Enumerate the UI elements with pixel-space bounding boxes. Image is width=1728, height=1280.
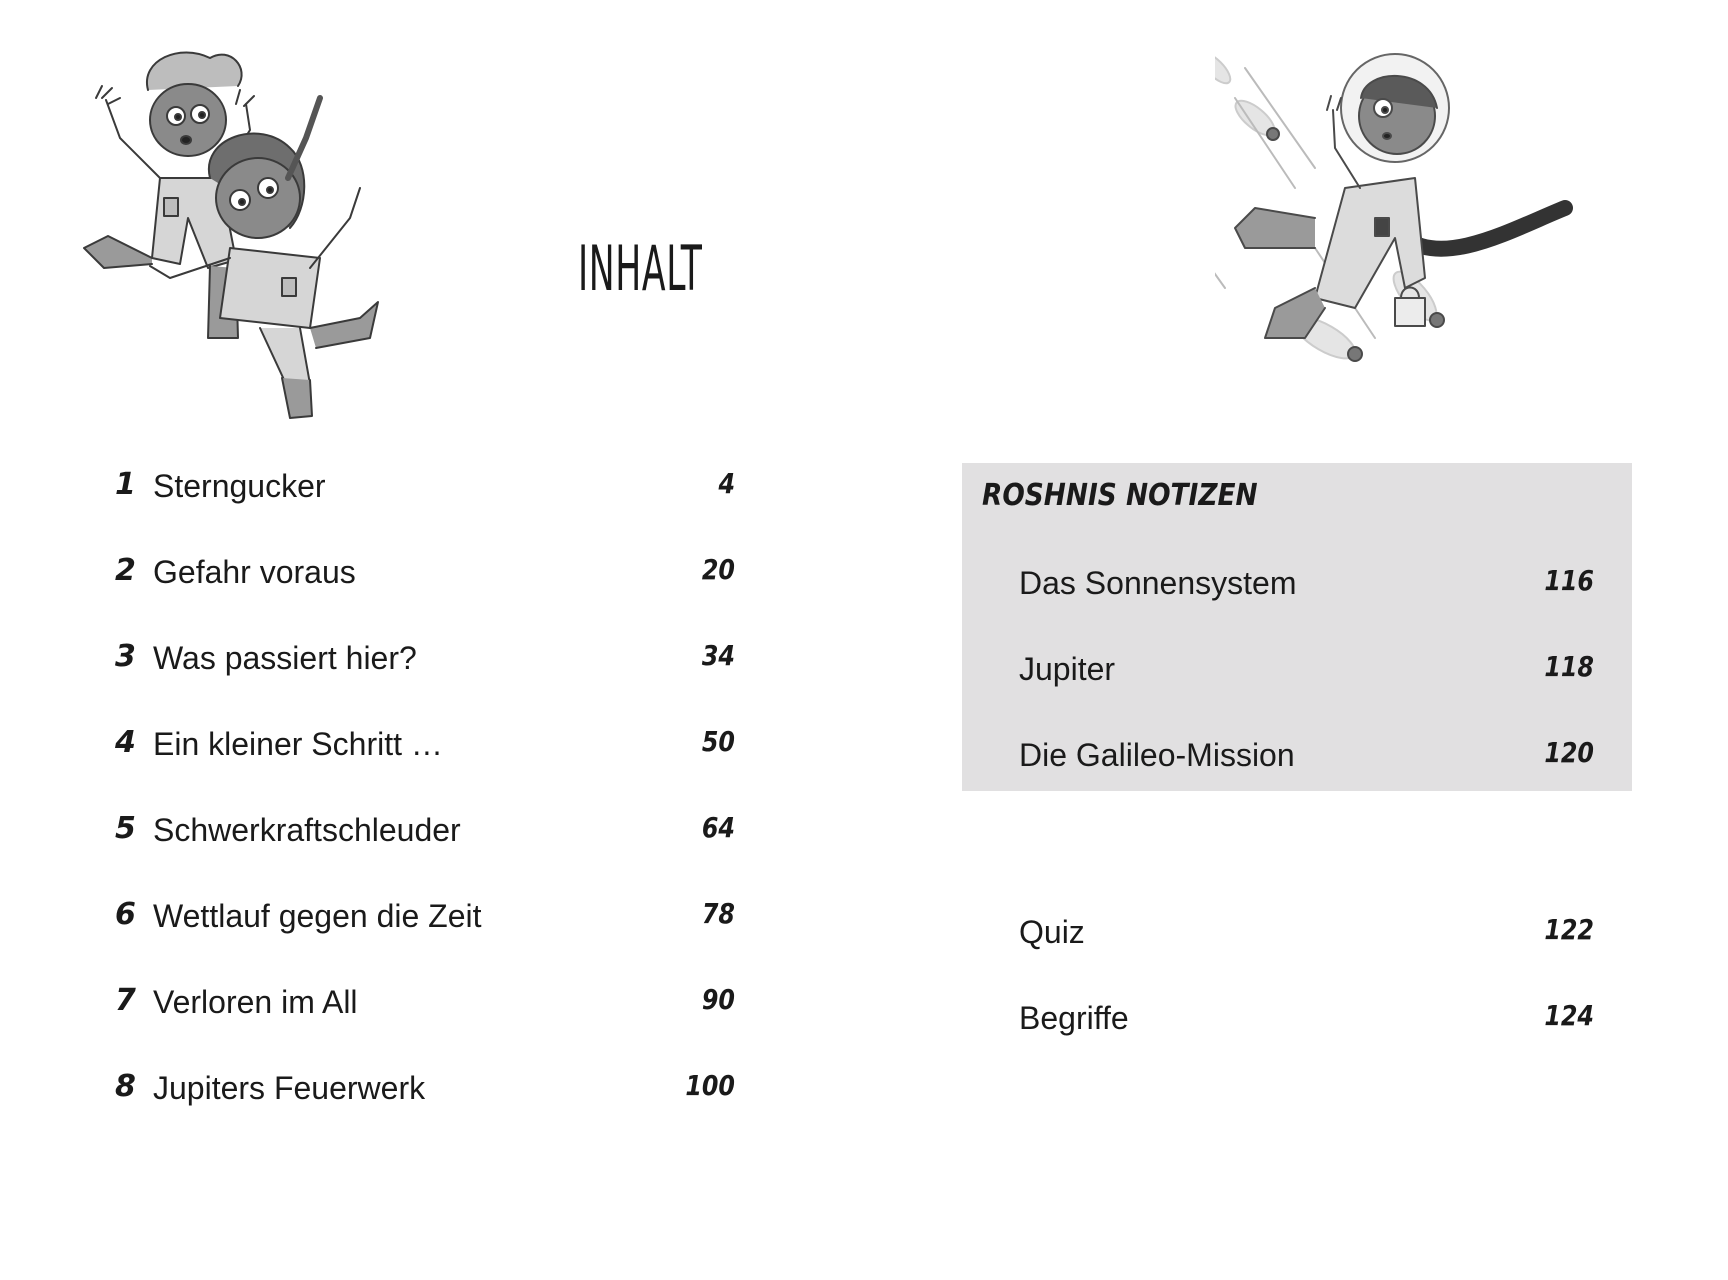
chapter-row[interactable] <box>115 553 735 642</box>
note-row[interactable] <box>1019 650 1594 739</box>
note-title: Die Galileo-Mission <box>1019 737 1295 773</box>
chapter-row[interactable] <box>115 897 735 986</box>
chapter-page-number: 78 <box>701 897 735 930</box>
notes-box <box>962 463 1632 791</box>
chapter-row[interactable] <box>115 467 735 556</box>
floating-children-illustration <box>60 38 420 428</box>
notes-heading: ROSHNIS NOTIZEN <box>982 478 1258 513</box>
chapter-number: 4 <box>115 725 136 760</box>
chapter-row[interactable] <box>115 983 735 1072</box>
extra-title: Quiz <box>1019 914 1085 950</box>
chapter-page-number: 34 <box>701 639 735 672</box>
extra-row[interactable] <box>1019 999 1594 1088</box>
note-row[interactable] <box>1019 564 1594 653</box>
chapter-page-number: 100 <box>685 1069 735 1102</box>
extra-title: Begriffe <box>1019 1000 1129 1036</box>
chapter-page-number: 20 <box>701 553 735 586</box>
chapter-number: 8 <box>115 1069 136 1104</box>
chapter-title: Ein kleiner Schritt … <box>153 726 443 762</box>
chapter-row[interactable] <box>115 725 735 814</box>
chapter-number: 7 <box>115 983 136 1018</box>
chapter-number: 1 <box>115 467 136 502</box>
extra-row[interactable] <box>1019 913 1594 1002</box>
notes-list <box>1019 564 1594 825</box>
extra-page-number: 124 <box>1544 999 1594 1032</box>
chapter-list <box>115 467 735 1158</box>
astronaut-illustration <box>1215 38 1728 383</box>
chapter-row[interactable] <box>115 639 735 728</box>
chapter-title: Wettlauf gegen die Zeit <box>153 898 482 934</box>
note-page-number: 118 <box>1544 650 1594 683</box>
chapter-title: Was passiert hier? <box>153 640 417 676</box>
note-row[interactable] <box>1019 736 1594 825</box>
chapter-title: Schwerkraftschleuder <box>153 812 461 848</box>
chapter-page-number: 4 <box>718 467 735 500</box>
chapter-title: Verloren im All <box>153 984 358 1020</box>
note-page-number: 120 <box>1544 736 1594 769</box>
note-page-number: 116 <box>1544 564 1594 597</box>
extras-list <box>1019 913 1594 1088</box>
chapter-number: 3 <box>115 639 136 674</box>
chapter-title: Sterngucker <box>153 468 326 504</box>
note-title: Das Sonnensystem <box>1019 565 1297 601</box>
chapter-page-number: 64 <box>701 811 735 844</box>
chapter-number: 5 <box>115 811 136 846</box>
chapter-title: Jupiters Feuerwerk <box>153 1070 426 1106</box>
chapter-row[interactable] <box>115 1069 735 1158</box>
page-title: INHALT <box>578 232 703 305</box>
chapter-page-number: 50 <box>701 725 735 758</box>
chapter-page-number: 90 <box>701 983 735 1016</box>
chapter-title: Gefahr voraus <box>153 554 356 590</box>
chapter-number: 6 <box>115 897 136 932</box>
chapter-number: 2 <box>115 553 136 588</box>
chapter-row[interactable] <box>115 811 735 900</box>
extra-page-number: 122 <box>1544 913 1594 946</box>
note-title: Jupiter <box>1019 651 1116 687</box>
